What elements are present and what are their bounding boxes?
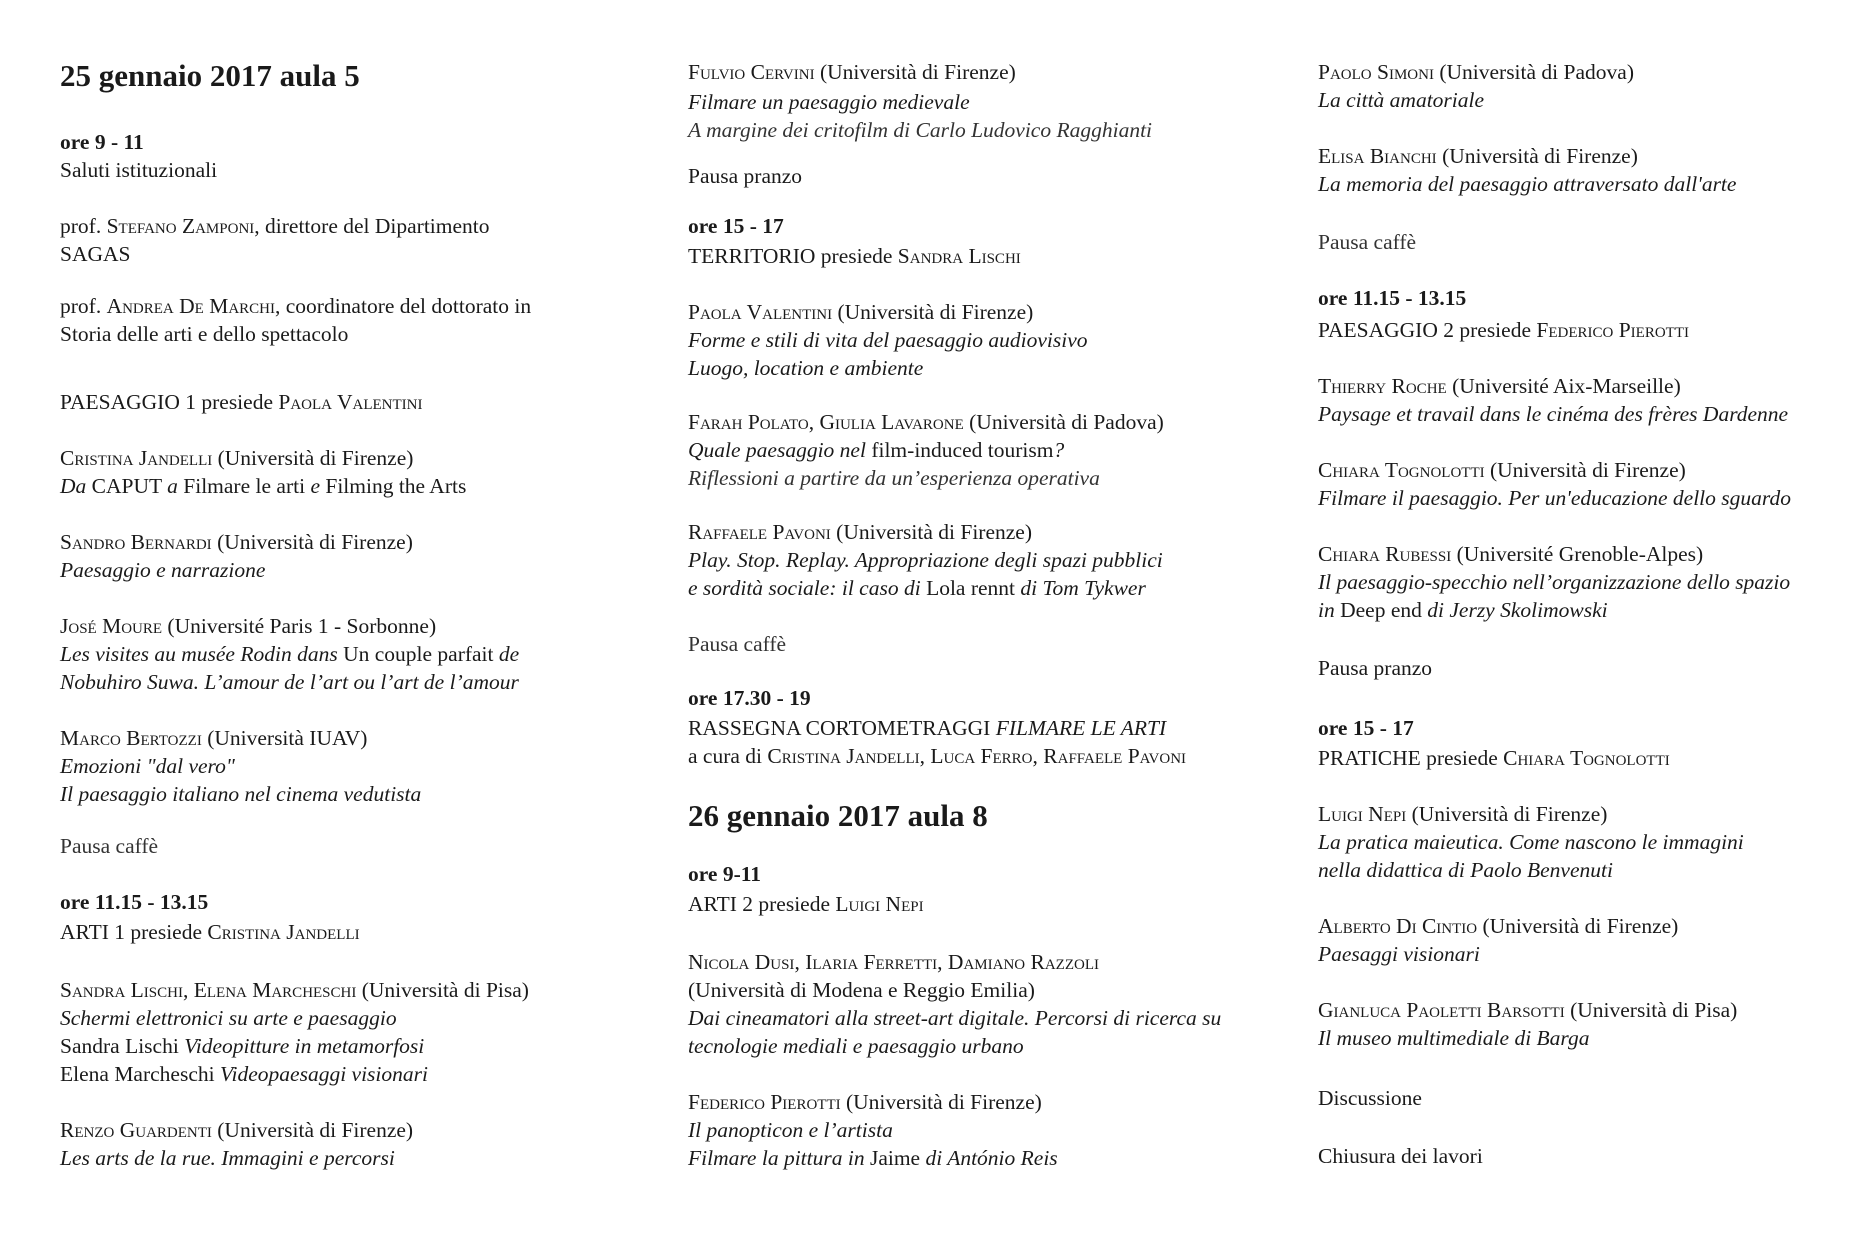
speaker-name: Renzo Guardenti xyxy=(60,1118,212,1142)
talk-title: La città amatoriale xyxy=(1318,88,1485,112)
time-slot: ore 15 - 17 xyxy=(688,214,784,238)
session-label: ARTI 1 presiede xyxy=(60,920,208,944)
session-chair-line xyxy=(688,890,924,919)
speaker-line xyxy=(60,976,529,1005)
speaker-affiliation: (Università di Firenze) xyxy=(814,60,1016,84)
speaker-affiliation: (Università di Firenze) xyxy=(1477,914,1679,938)
speaker-line xyxy=(60,292,531,321)
talk-title: Forme e stili di vita del paesaggio audiovisivo xyxy=(688,328,1088,352)
break-item: Pausa caffè xyxy=(688,632,787,656)
speaker-affiliation: (Università di Firenze) xyxy=(830,520,1032,544)
speaker-line xyxy=(688,1088,1042,1117)
speaker-name: Elena Marcheschi xyxy=(193,978,357,1002)
talk-subtitle: Il paesaggio italiano nel cinema vedutista xyxy=(60,782,422,806)
separator: , xyxy=(182,978,194,1002)
speaker-role: , direttore del Dipartimento xyxy=(254,214,490,238)
title-part: Filming the Arts xyxy=(319,474,467,498)
speaker-name: Luca Ferro xyxy=(930,744,1033,768)
speaker-prefix: prof. xyxy=(60,214,107,238)
talk-title: Paesaggi visionari xyxy=(1318,942,1480,966)
title-part: di Jerzy Skolimowski xyxy=(1427,598,1608,622)
speaker-line xyxy=(60,444,413,473)
day-heading: 26 gennaio 2017 aula 8 xyxy=(688,798,988,833)
speaker-line xyxy=(688,408,1164,437)
title-part: Les visites au musée Rodin dans xyxy=(60,642,338,666)
speaker-name: Nicola Dusi xyxy=(688,950,795,974)
title-part: Un couple parfait xyxy=(337,642,499,666)
session-chair: Paola Valentini xyxy=(278,390,423,414)
speaker-name: Gianluca Paoletti Barsotti xyxy=(1318,998,1565,1022)
speaker-name: Cristina Jandelli xyxy=(60,446,213,470)
title-part: CAPUT xyxy=(86,474,168,498)
title-part: Videopaesaggi visionari xyxy=(219,1062,428,1086)
talk-subtitle xyxy=(60,1032,424,1061)
title-part: film-induced tourism xyxy=(865,438,1054,462)
title-part: Filmare la pittura in xyxy=(688,1146,865,1170)
speaker-name: Elena Marcheschi xyxy=(60,1062,220,1086)
talk-title xyxy=(60,472,466,501)
session-chair-line xyxy=(60,388,422,417)
talk-title: Les arts de la rue. Immagini e percorsi xyxy=(60,1146,395,1170)
speaker-affiliation: (Université Paris 1 - Sorbonne) xyxy=(162,614,437,638)
talk-title: Schermi elettronici su arte e paesaggio xyxy=(60,1006,397,1030)
speaker-line xyxy=(1318,912,1678,941)
title-part: Videopitture in metamorfosi xyxy=(184,1034,425,1058)
session-item: Saluti istituzionali xyxy=(60,158,218,182)
speaker-role: , coordinatore del dottorato in xyxy=(275,294,532,318)
speaker-role: Storia delle arti e dello spettacolo xyxy=(60,322,349,346)
speaker-line xyxy=(60,612,436,641)
speaker-name: Sandra Lischi xyxy=(60,1034,185,1058)
closing-item: Discussione xyxy=(1318,1086,1422,1110)
speaker-affiliation: (Università di Firenze) xyxy=(211,1118,414,1142)
speaker-name: Stefano Zamponi xyxy=(106,214,255,238)
talk-title: Il panopticon e l’artista xyxy=(688,1118,893,1142)
speaker-dept: SAGAS xyxy=(60,242,131,266)
speaker-line xyxy=(1318,142,1638,171)
speaker-name: Alberto Di Cintio xyxy=(1318,914,1478,938)
session-label: ARTI 2 presiede xyxy=(688,892,836,916)
talk-title: Nobuhiro Suwa. L’amour de l’art ou l’art de l’amour xyxy=(60,670,519,694)
curators-prefix: a cura di xyxy=(688,744,768,768)
closing-item: Chiusura dei lavori xyxy=(1318,1144,1483,1168)
speaker-affiliation: (Università di Pisa) xyxy=(1564,998,1738,1022)
speaker-affiliation: (Università di Firenze) xyxy=(1436,144,1638,168)
title-part: di António Reis xyxy=(925,1146,1058,1170)
speaker-affiliation: (Università di Pisa) xyxy=(356,978,529,1002)
speaker-name: Luigi Nepi xyxy=(1318,802,1407,826)
speaker-affiliation: (Università IUAV) xyxy=(201,726,368,750)
session-chair: Luigi Nepi xyxy=(835,892,924,916)
speaker-line xyxy=(688,58,1016,87)
title-part: ? xyxy=(1053,438,1065,462)
title-part: Lola rennt xyxy=(920,576,1021,600)
talk-title xyxy=(688,436,1064,465)
talk-subtitle: tecnologie mediali e paesaggio urbano xyxy=(688,1034,1024,1058)
session-chair: Federico Pierotti xyxy=(1536,318,1689,342)
title-part: Jaime xyxy=(864,1146,926,1170)
speaker-affiliation: (Università di Firenze) xyxy=(1484,458,1686,482)
speaker-affiliation: (Université Grenoble-Alpes) xyxy=(1451,542,1704,566)
title-part: Filmare le arti xyxy=(177,474,311,498)
speaker-name: Raffaele Pavoni xyxy=(1043,744,1187,768)
session-chair: Chiara Tognolotti xyxy=(1503,746,1670,770)
speaker-prefix: prof. xyxy=(60,294,107,318)
session-chair-line xyxy=(688,714,1166,743)
speaker-name: Damiano Razzoli xyxy=(947,950,1099,974)
speaker-affiliation: (Università di Firenze) xyxy=(212,446,414,470)
talk-title xyxy=(60,640,519,669)
speaker-affiliation: (Université Aix-Marseille) xyxy=(1446,374,1681,398)
session-chair: Cristina Jandelli xyxy=(207,920,360,944)
speaker-affiliation: (Università di Padova) xyxy=(963,410,1164,434)
time-slot: ore 11.15 - 13.15 xyxy=(60,890,209,914)
talk-title: Emozioni "dal vero" xyxy=(60,754,235,778)
speaker-line xyxy=(688,518,1032,547)
talk-title: Paesaggio e narrazione xyxy=(60,558,266,582)
title-part: a xyxy=(167,474,178,498)
speaker-name: Ilaria Ferretti xyxy=(805,950,938,974)
session-chair-line xyxy=(688,242,1021,271)
speaker-name: Federico Pierotti xyxy=(688,1090,841,1114)
talk-title: La pratica maieutica. Come nascono le immagini xyxy=(1318,830,1744,854)
session-label: RASSEGNA CORTOMETRAGGI xyxy=(688,716,996,740)
talk-title: Filmare un paesaggio medievale xyxy=(688,90,970,114)
session-label: PAESAGGIO 1 presiede xyxy=(60,390,279,414)
speaker-name: José Moure xyxy=(60,614,163,638)
speaker-name: Farah Polato xyxy=(688,410,809,434)
speaker-name: Fulvio Cervini xyxy=(688,60,815,84)
speaker-affiliation: (Università di Modena e Reggio Emilia) xyxy=(688,978,1035,1002)
talk-title: Dai cineamatori alla street-art digitale. Percorsi di ricerca su xyxy=(688,1006,1222,1030)
speaker-name: Paola Valentini xyxy=(688,300,833,324)
separator: , xyxy=(808,410,820,434)
break-item: Pausa pranzo xyxy=(1318,656,1433,680)
speaker-line xyxy=(688,948,1099,977)
speaker-affiliation: (Università di Firenze) xyxy=(211,530,413,554)
speaker-name: Sandro Bernardi xyxy=(60,530,212,554)
speaker-name: Raffaele Pavoni xyxy=(688,520,831,544)
speaker-name: Thierry Roche xyxy=(1318,374,1447,398)
session-chair: Sandra Lischi xyxy=(897,244,1021,268)
speaker-name: Chiara Tognolotti xyxy=(1318,458,1485,482)
session-chair-line xyxy=(1318,744,1670,773)
talk-subtitle xyxy=(688,574,1146,603)
title-part: e sordità sociale: il caso di xyxy=(688,576,921,600)
talk-subtitle: Luogo, location e ambiente xyxy=(688,356,924,380)
time-slot: ore 9-11 xyxy=(688,862,762,886)
talk-subtitle xyxy=(60,1060,428,1089)
session-chair-line xyxy=(1318,316,1689,345)
title-part: Da xyxy=(60,474,87,498)
talk-subtitle: A margine dei critofilm di Carlo Ludovico Ragghianti xyxy=(688,118,1153,142)
curators-line xyxy=(688,742,1186,771)
session-label: PRATICHE presiede xyxy=(1318,746,1504,770)
talk-subtitle xyxy=(1318,596,1608,625)
talk-subtitle: nella didattica di Paolo Benvenuti xyxy=(1318,858,1613,882)
speaker-name: Sandra Lischi xyxy=(60,978,183,1002)
talk-title: Filmare il paesaggio. Per un'educazione dello sguardo xyxy=(1318,486,1791,510)
talk-subtitle xyxy=(688,1144,1058,1173)
title-part: Deep end xyxy=(1334,598,1428,622)
speaker-line xyxy=(1318,996,1737,1025)
speaker-name: Elisa Bianchi xyxy=(1318,144,1437,168)
session-chair-line xyxy=(60,918,360,947)
talk-title: La memoria del paesaggio attraversato dall'arte xyxy=(1318,172,1737,196)
speaker-line xyxy=(1318,372,1681,401)
speaker-name: Andrea De Marchi xyxy=(106,294,275,318)
speaker-name: Marco Bertozzi xyxy=(60,726,202,750)
session-label: PAESAGGIO 2 presiede xyxy=(1318,318,1537,342)
time-slot: ore 11.15 - 13.15 xyxy=(1318,286,1467,310)
speaker-name: Cristina Jandelli xyxy=(767,744,920,768)
separator: , xyxy=(1032,744,1044,768)
talk-subtitle: Riflessioni a partire da un’esperienza operativa xyxy=(688,466,1100,490)
talk-title: Il paesaggio-specchio nell’organizzazione dello spazio xyxy=(1318,570,1791,594)
speaker-line xyxy=(1318,58,1634,87)
speaker-line xyxy=(688,298,1033,327)
break-item: Pausa caffè xyxy=(60,834,159,858)
separator: , xyxy=(937,950,948,974)
speaker-line xyxy=(60,724,367,753)
talk-title: Play. Stop. Replay. Appropriazione degli spazi pubblici xyxy=(688,548,1163,572)
separator: , xyxy=(919,744,931,768)
speaker-name: Chiara Rubessi xyxy=(1318,542,1452,566)
speaker-name: Paolo Simoni xyxy=(1318,60,1434,84)
speaker-line xyxy=(60,1116,413,1145)
speaker-affiliation: (Università di Firenze) xyxy=(1406,802,1608,826)
speaker-line xyxy=(1318,800,1607,829)
title-part: in xyxy=(1318,598,1335,622)
speaker-affiliation: (Università di Padova) xyxy=(1433,60,1634,84)
title-part: Quale paesaggio nel xyxy=(688,438,866,462)
speaker-affiliation: (Università di Firenze) xyxy=(840,1090,1042,1114)
session-title: FILMARE LE ARTI xyxy=(995,716,1167,740)
title-part: e xyxy=(310,474,320,498)
separator: , xyxy=(794,950,806,974)
time-slot: ore 15 - 17 xyxy=(1318,716,1414,740)
speaker-affiliation: (Università di Firenze) xyxy=(832,300,1034,324)
speaker-name: Giulia Lavarone xyxy=(819,410,964,434)
time-slot: ore 17.30 - 19 xyxy=(688,686,811,710)
speaker-line xyxy=(60,212,490,241)
day-heading: 25 gennaio 2017 aula 5 xyxy=(60,58,360,93)
title-part: de xyxy=(498,642,520,666)
time-slot: ore 9 - 11 xyxy=(60,130,144,154)
break-item: Pausa caffè xyxy=(1318,230,1417,254)
talk-title: Paysage et travail dans le cinéma des frères Dardenne xyxy=(1318,402,1789,426)
talk-title: Il museo multimediale di Barga xyxy=(1318,1026,1590,1050)
speaker-line xyxy=(60,528,413,557)
speaker-line xyxy=(1318,540,1703,569)
break-item: Pausa pranzo xyxy=(688,164,803,188)
title-part: di Tom Tykwer xyxy=(1020,576,1146,600)
session-label: TERRITORIO presiede xyxy=(688,244,898,268)
speaker-line xyxy=(1318,456,1686,485)
